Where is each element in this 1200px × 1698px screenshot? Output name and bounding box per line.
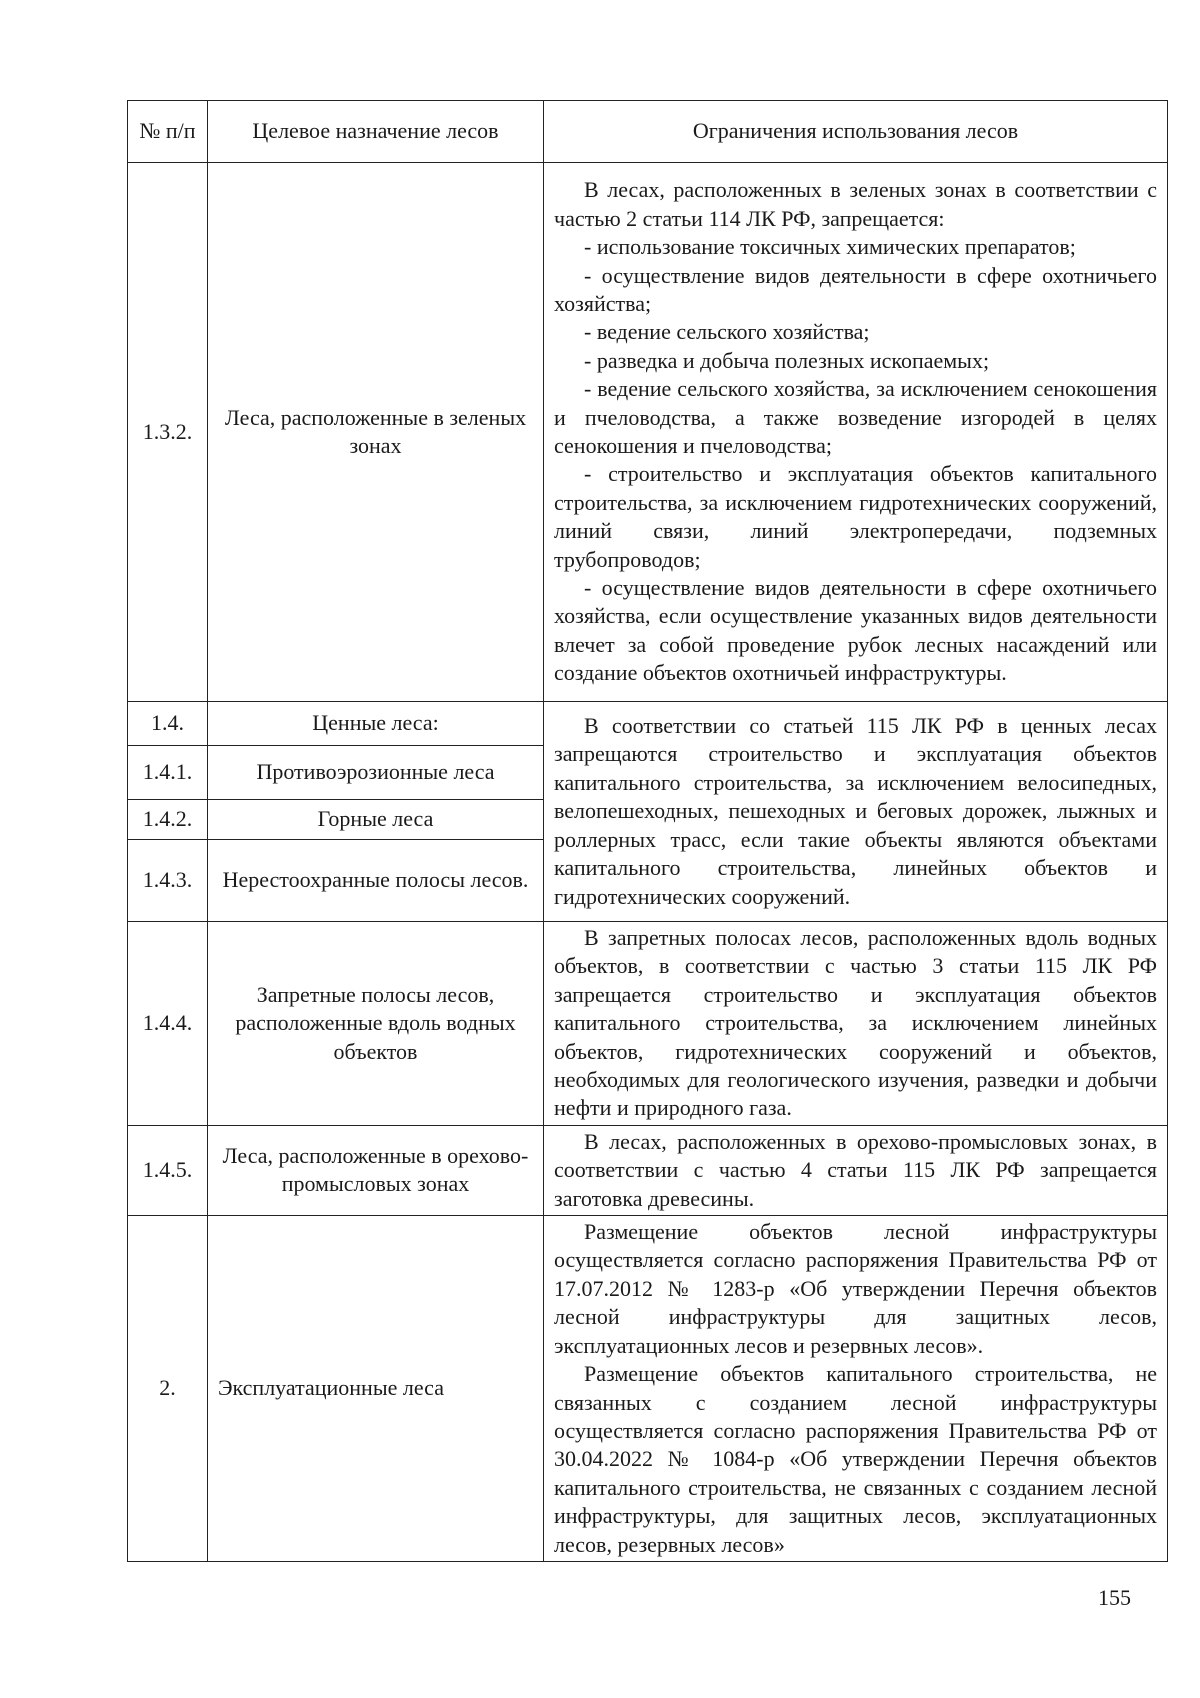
table-row (128, 163, 1168, 702)
row-num: 1.4.3. (128, 840, 208, 922)
limit-paragraph: Размещение объектов лесной инфраструктуры осуществляется согласно распоряжения Правительства РФ от 17.07.2012 № 1283-р «Об утверждении Перечня объектов лесной инфраструктуры для защитных лесов, эксплуатационных лесов и резервных лесов». (554, 1219, 1157, 1358)
row-num: 2. (128, 1216, 208, 1562)
row-limits (544, 702, 1168, 922)
limit-paragraph: - использование токсичных химических препаратов; (584, 234, 1076, 260)
row-purpose: Эксплуатационные леса (208, 1216, 544, 1562)
row-limits (544, 922, 1168, 1126)
limit-paragraph: - разведка и добыча полезных ископаемых; (584, 347, 990, 373)
row-purpose: Нерестоохранные полосы лесов. (208, 840, 544, 922)
limit-paragraph: Размещение объектов капитального строительства, не связанных с созданием лесной инфраструктуры осуществляется согласно распоряжения Правительства РФ от 30.04.2022 № 1084-р «Об утверждении Перечня объектов капитального строительства, не связанных с созданием лесной инфраструктуры, для защитных лесов, эксплуатационных лесов, резервных лесов» (554, 1361, 1157, 1557)
row-limits (544, 1125, 1168, 1215)
row-num: 1.4.1. (128, 746, 208, 800)
row-purpose: Леса, расположенные в орехово-промысловых зонах (208, 1125, 544, 1215)
limit-paragraph: - ведение сельского хозяйства; (584, 319, 870, 345)
header-purpose: Целевое назначение лесов (208, 101, 544, 163)
row-limits (544, 163, 1168, 702)
forest-restrictions-table (127, 100, 1168, 1562)
row-purpose: Горные леса (208, 800, 544, 840)
limit-paragraph: - строительство и эксплуатация объектов капитального строительства, за исключением гидротехнических сооружений, линий связи, линий электропередачи, подземных трубопроводов; (554, 461, 1157, 572)
limit-paragraph: - осуществление видов деятельности в сфере охотничьего хозяйства; (554, 262, 1157, 316)
row-purpose: Леса, расположенные в зеленых зонах (208, 163, 544, 702)
row-num: 1.4.5. (128, 1125, 208, 1215)
row-purpose: Запретные полосы лесов, расположенные вдоль водных объектов (208, 922, 544, 1126)
header-num: № п/п (128, 101, 208, 163)
row-purpose: Противоэрозионные леса (208, 746, 544, 800)
table-row (128, 702, 1168, 746)
row-num: 1.3.2. (128, 163, 208, 702)
limit-paragraph: В соответствии со статьей 115 ЛК РФ в ценных лесах запрещаются строительство и эксплуатация объектов капитального строительства, за исключением велосипедных, велопешеходных, пешеходных и беговых дорожек, лыжных и роллерных трасс, если такие объекты являются объектами капитального строительства, линейных объектов и гидротехнических сооружений. (554, 713, 1157, 909)
limit-paragraph: В лесах, расположенных в зеленых зонах в соответствии с частью 2 статьи 114 ЛК РФ, запрещается: (554, 177, 1157, 231)
row-limits (544, 1216, 1168, 1562)
table-row (128, 922, 1168, 1126)
table-row (128, 1216, 1168, 1562)
page-number: 155 (1098, 1585, 1131, 1610)
limit-paragraph: - осуществление видов деятельности в сфере охотничьего хозяйства, если осуществление указанных видов деятельности влечет за собой проведение рубок лесных насаждений или создание объектов охотничьей инфраструктуры. (554, 575, 1157, 686)
row-purpose: Ценные леса: (208, 702, 544, 746)
limit-paragraph: В запретных полосах лесов, расположенных вдоль водных объектов, в соответствии с частью 3 статьи 115 ЛК РФ запрещается строительство и эксплуатация объектов капитального строительства, за исключением линейных объектов, гидротехнических сооружений и объектов, необходимых для геологического изучения, разведки и добычи нефти и природного газа. (554, 925, 1157, 1121)
header-limits: Ограничения использования лесов (544, 101, 1168, 163)
row-num: 1.4.4. (128, 922, 208, 1126)
row-num: 1.4.2. (128, 800, 208, 840)
table-header-row (128, 101, 1168, 163)
limit-paragraph: - ведение сельского хозяйства, за исключением сенокошения и пчеловодства, а также возведение изгородей в целях сенокошения и пчеловодства; (554, 376, 1157, 458)
limit-paragraph: В лесах, расположенных в орехово-промысловых зонах, в соответствии с частью 4 статьи 115 ЛК РФ запрещается заготовка древесины. (554, 1128, 1157, 1211)
row-num: 1.4. (128, 702, 208, 746)
table-row (128, 1125, 1168, 1215)
